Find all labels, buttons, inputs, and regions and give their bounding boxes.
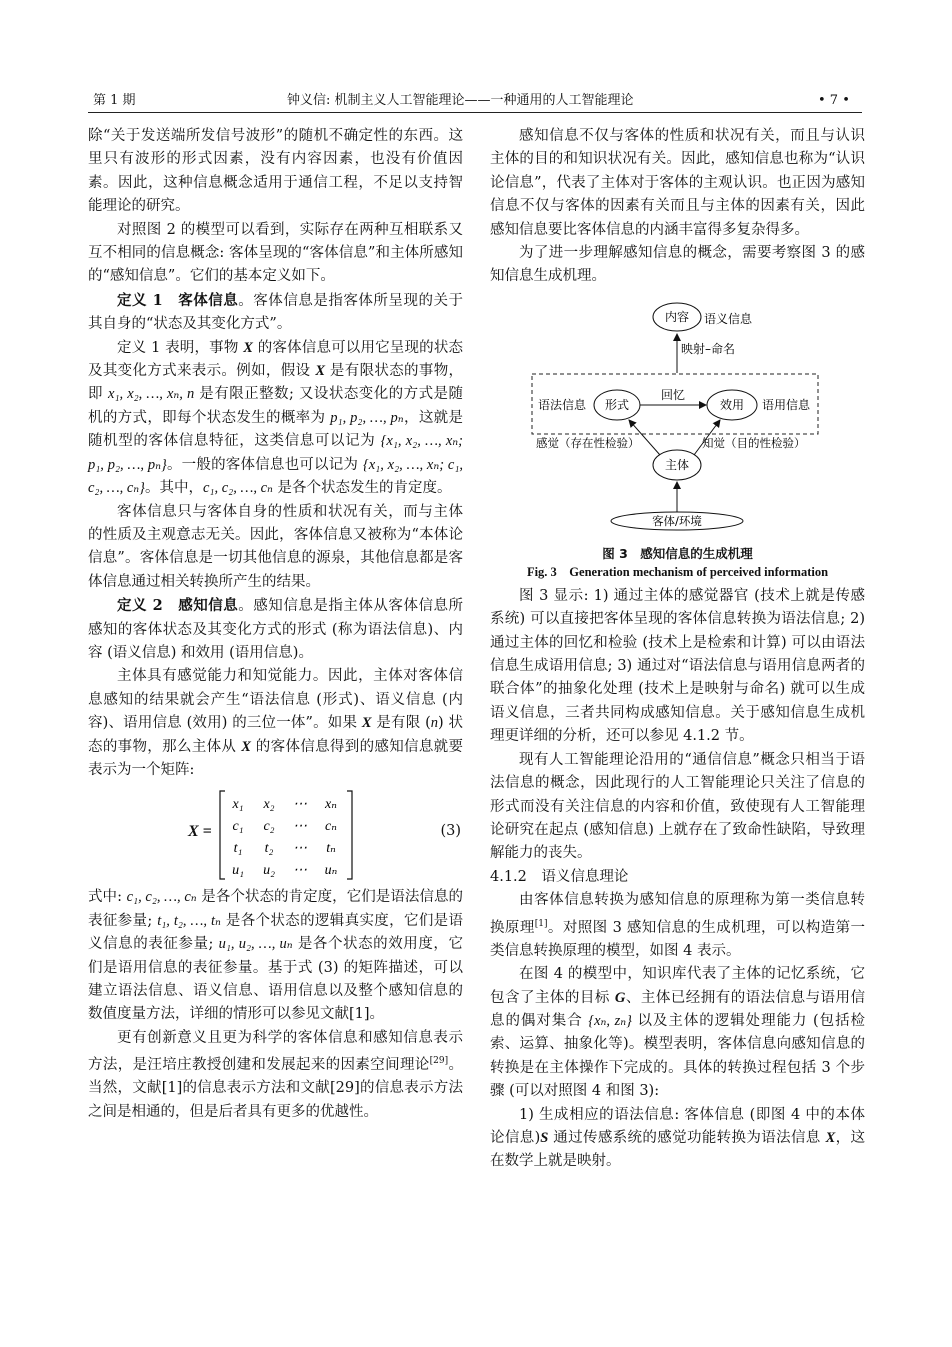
matrix-cell: x₂: [263, 797, 275, 813]
page-number: • 7 •: [818, 93, 850, 108]
figure-3-diagram: [490, 295, 865, 545]
math-symbol: X: [315, 363, 325, 380]
text-run: 的客体信息可以用它呈现的状态及其变化方式来表示。例如，假设: [88, 339, 464, 380]
text-run: 。一般的客体信息也可以记为: [166, 456, 363, 473]
math-expression: c₁, c₂, …, cₙ: [202, 480, 273, 497]
math-expression: {x₁, x₂, …, xₙ; c₁, c₂, …, cₙ}: [88, 456, 463, 497]
text-run: 是有限 (: [371, 715, 431, 732]
subject-label: 主体: [664, 457, 690, 472]
matrix-right-bracket: [347, 791, 352, 879]
text-run: 是各个状态的肯定度，它们是语法信息的表征参量;: [88, 889, 463, 929]
paragraph: 现有人工智能理论沿用的“通信信息”概念只相当于语法信息的概念，因此现行的人工智能理论只关注了信息的形式而没有关注信息的内容和价值，致使现有人工智能理论研究在起点 (感知信息) 上就存在了致命性缺陷，导致理解能力的丧失。: [490, 751, 865, 862]
matrix-cell: tₙ: [326, 841, 336, 857]
running-title: 钟义信: 机制主义人工智能理论——一种通用的人工智能理论: [287, 93, 634, 108]
text-run: 在图 4 的模型中，知识库代表了主体的记忆系统，它包含了主体的目标: [490, 966, 865, 1006]
definition-text: 。感知信息是指主体从客体信息所感知的客体状态及其变化方式的形式 (称为语法信息)、内容 (语义信息) 和效用 (语用信息)。: [88, 598, 463, 661]
right-column: [490, 125, 865, 1174]
paragraph: 除“关于发送端所发信号波形”的随机不确定性的东西。这里只有波形的形式因素，没有内容因素，也没有价值因素。因此，这种信息概念适用于通信工程，不足以支持智能理论的研究。: [88, 128, 463, 215]
text-run: 、主体已经拥有的语法信息与语用信息的偶对集合: [490, 989, 866, 1029]
text-run: 是各个状态的逻辑真实度，它们是语义信息的表征参量;: [88, 912, 463, 953]
matrix-cell: u₂: [263, 863, 275, 879]
paragraph: 图 3 显示: 1) 通过主体的感觉器官 (技术上就是传感系统) 可以直接把客体呈现的客体信息转换为语法信息; 2) 通过主体的回忆和检验 (技术上是检索和计算) 可以由语法信息生成语用信息; 3) 通过对“语法信息与语用信息两者的联合体”的抽象化处理 (技术上是映射与命名) 就可以生成语义信息，三者共同构成感知信息。关于感知信息生成机理更详细的分析，还可以参见 4.1.2 节。: [490, 587, 865, 745]
math-symbol: n: [430, 715, 439, 732]
paragraph: [88, 665, 463, 782]
matrix-cell: ⋯: [293, 797, 307, 813]
math-expression: {xₙ, zₙ}: [588, 1012, 632, 1029]
matrix-left-bracket: [220, 791, 225, 879]
math-expression: u₁, u₂, …, uₙ: [218, 936, 293, 953]
text-run: ) 状态的事物，那么主体从: [88, 715, 463, 755]
recall-label: 回忆: [660, 387, 686, 402]
paragraph: 感知信息不仅与客体的性质和状况有关，而且与认识主体的目的和知识状况有关。因此，感知信息也称为“认识论信息”，代表了主体对于客体的主观认识。也正因为感知信息不仅与客体的因素有关而且与主体的因素有关，因此感知信息要比客体信息的内涵丰富得多复杂得多。: [490, 128, 865, 238]
matrix-cell: x₁: [232, 797, 244, 813]
journal-issue: 第 1 期: [93, 93, 136, 108]
math-symbol: X: [825, 1130, 836, 1147]
cognition-label: 知觉（目的性检验）: [702, 435, 806, 450]
text-run: 是各个状态发生的肯定度。: [272, 480, 452, 497]
text-run: 主体具有感觉能力和知觉能力。因此，主体对客体信息感知的结果就会产生“语法信息 (形式)、语义信息 (内容)、语用信息 (效用) 的三位一体”。如果: [88, 668, 463, 732]
content-label: 内容: [664, 309, 690, 324]
paragraph: [88, 1027, 463, 1124]
matrix-cell: cₙ: [325, 819, 337, 835]
paragraph: [88, 337, 463, 501]
equation-number: (3): [440, 823, 461, 840]
figure-caption-en: Fig. 3 Generation mechanism of perceived information: [526, 564, 829, 579]
definition-label: 定义 2 感知信息: [117, 597, 239, 615]
text-run: 由客体信息转换为感知信息的原理称为第一类信息转换原理: [490, 892, 865, 936]
matrix-cell: uₙ: [324, 863, 338, 879]
text-run: 通过传感系统的感觉功能转换为语法信息: [548, 1130, 826, 1147]
object-env-label: 客体/环境: [652, 513, 702, 528]
definition-text: 。客体信息是指客体所呈现的关于其自身的“状态及其变化方式”。: [88, 292, 463, 333]
text-run: 式中:: [88, 889, 127, 906]
math-expression: {x₁, x₂, …, xₙ; p₁, p₂, …, pₙ}: [88, 433, 464, 473]
math-expression: c₁, c₂, …, cₙ: [126, 889, 197, 906]
math-symbol: X: [361, 715, 372, 732]
paragraph: 为了进一步理解感知信息的概念，需要考察图 3 的感知信息生成机理。: [490, 245, 865, 285]
left-column: [88, 125, 463, 1124]
math-symbol: X: [243, 339, 253, 356]
figure-caption-cn: 图 3 感知信息的生成机理: [602, 545, 753, 561]
math-expression: x₁, x₂, …, xₙ, n: [108, 386, 195, 403]
matrix: [218, 788, 368, 882]
matrix-cell: t₁: [233, 841, 243, 857]
paragraph: [88, 886, 463, 1026]
text-run: 更有创新意义且更为科学的客体信息和感知信息表示方法，是汪培庄教授创建和发展起来的因素空间理论: [88, 1029, 463, 1074]
paragraph: 客体信息只与客体自身的性质和状况有关，而与主体的性质及主观意志无关。因此，客体信息又被称为“本体论信息”。客体信息是一切其他信息的源泉，其他信息都是客体信息通过相关转换所产生的结果。: [88, 503, 463, 590]
math-expression: p₁, p₂, …, pₙ: [330, 409, 404, 426]
syntactic-info-label: 语法信息: [538, 397, 587, 412]
text-run: 。其中，: [144, 480, 203, 497]
matrix-cell: u₁: [232, 863, 244, 879]
math-symbol: G: [614, 989, 626, 1006]
definition-2: [88, 594, 463, 665]
figure-3: [490, 295, 865, 545]
text-run: 定义 1 表明，事物: [117, 339, 244, 356]
text-run: 的客体信息得到的感知信息就要表示为一个矩阵:: [88, 738, 464, 778]
text-run: 1) 生成相应的语法信息: 客体信息 (即图 4 中的本体论信息): [490, 1106, 865, 1147]
matrix-cell: ⋯: [293, 863, 307, 879]
semantic-info-label: 语义信息: [704, 311, 753, 326]
text-run: 。当然，文献[1]的信息表示方法和文献[29]的信息表示方法之间是相通的，但是后者具有更多的优越性。: [88, 1057, 464, 1120]
text-run: ，这在数学上就是映射。: [490, 1130, 866, 1170]
section-heading: 4.1.2 语义信息理论: [490, 868, 629, 885]
equation-3: [88, 786, 463, 884]
matrix-cell: c₁: [232, 819, 244, 835]
pragmatic-info-label: 语用信息: [762, 397, 811, 412]
perception-label: 感觉（存在性检验）: [536, 435, 640, 450]
paragraph: [490, 1104, 865, 1174]
form-label: 形式: [604, 397, 630, 412]
definition-label: 定义 1 客体信息: [117, 291, 239, 309]
matrix-cell: ⋯: [293, 819, 307, 835]
paragraph: [490, 889, 865, 963]
text-run: 是各个状态的效用度，它们是语用信息的表征参量。基于式 (3) 的矩阵描述，可以建立语法信息、语义信息、语用信息以及整个感知信息的数值度量方法，详细的情形可以参见文献[1]。: [88, 936, 463, 1023]
paragraph: 对照图 2 的模型可以看到，实际存在两种互相联系又互不相同的信息概念: 客体呈现的“客体信息”和主体所感知的“感知信息”。它们的基本定义如下。: [88, 221, 463, 285]
text-run: 是有限正整数; 又设状态变化的方式是随机的方式，即每个状态发生的概率为: [88, 386, 463, 426]
text-run: 是有限状态的事物，即: [88, 363, 464, 403]
matrix-cell: t₂: [264, 841, 274, 857]
text-run: ，这就是随机型的客体信息特征，这类信息可以记为: [88, 409, 463, 450]
matrix-cell: xₙ: [325, 797, 337, 813]
matrix-cell: ⋯: [293, 841, 307, 857]
equation-lhs: X =: [188, 823, 212, 841]
header-rule: [88, 112, 862, 113]
effect-label: 效用: [719, 397, 745, 412]
map-name-label: 映射–命名: [681, 341, 736, 356]
paragraph: [490, 963, 865, 1103]
text-run: 。对照图 3 感知信息的生成机理，可以构造第一类信息转换原理的模型，如图 4 表示。: [490, 919, 866, 959]
text-run: 以及主体的逻辑处理能力 (包括检索、运算、抽象化等)。模型表明，客体信息向感知信息的转换是在主体操作下完成的。具体的转换过程包括 3 个步骤 (可以对照图 4 和图 3):: [490, 1012, 866, 1100]
matrix-cell: c₂: [263, 819, 275, 835]
math-expression: t₁, t₂, …, tₙ: [157, 912, 221, 929]
citation[interactable]: [29]: [429, 1056, 449, 1067]
definition-1: [88, 289, 463, 337]
math-symbol: X: [241, 738, 251, 755]
math-symbol: S: [540, 1130, 549, 1147]
citation[interactable]: [1]: [534, 918, 548, 929]
